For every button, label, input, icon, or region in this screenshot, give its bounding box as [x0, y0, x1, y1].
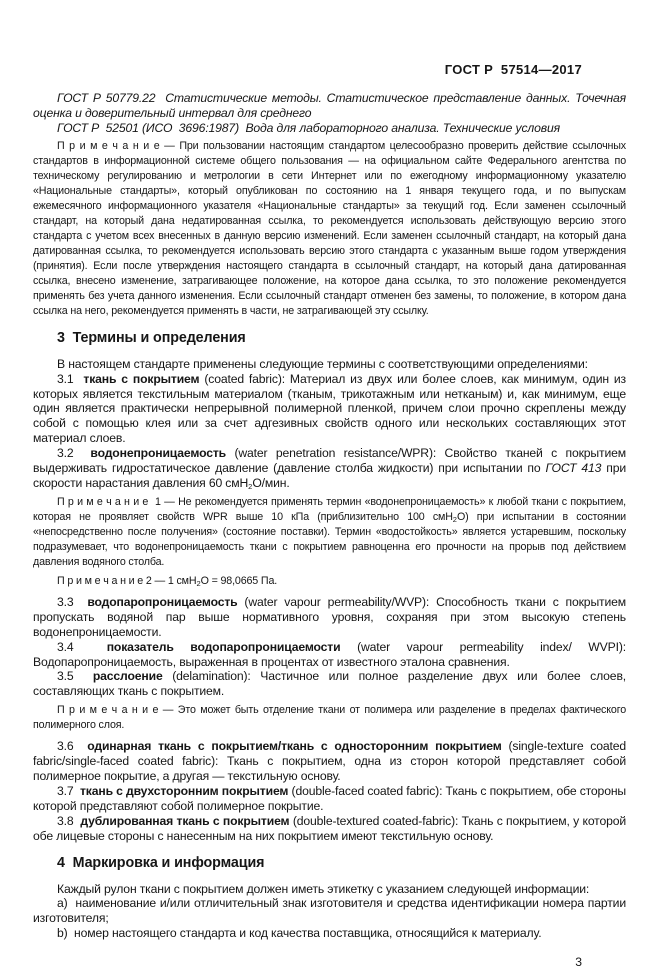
term-definition-3-1: 3.1 ткань с покрытием (coated fabric): Материал из двух или более слоев, как минимум, один из которых является текстильным материалом (тканым, трикотажным или нетканым) и, как минимум, еще один является практически непрерывной полимерной пленкой, причем слои прочно скреплены между собой с помощью клея или за счет адгезивных свойств одного или нескольких составляющих этот материал слоев. [33, 371, 626, 446]
term-definition-3-2: 3.2 водонепроницаемость (water penetration resistance/WPR): Свойство тканей с покрытием выдерживать гидростатическое давление (давление столба жидкости) при испытании по ГОСТ 413 при скорости нарастания давления 60 смН$_2$О/мин. [33, 446, 626, 491]
marking-intro: Каждый рулон ткани с покрытием должен иметь этикетку с указанием следующей информации: [57, 881, 590, 896]
reference-item-1: ГОСТ Р 50779.22 Статистические методы. Статистическое представление данных. Точечная оценка и доверительный интервал для среднего [33, 91, 626, 120]
section-3-heading: 3 Термины и определения [57, 329, 246, 346]
term-definition-3-8: 3.8 дублированная ткань с покрытием (double-textured coated-fabric): Ткань с покрытием, у которой обе лицевые стороны с нанесенным на них покрытием имеют текстильную основу. [33, 813, 627, 843]
references-note: П р и м е ч а н и е — При пользовании настоящим стандартом целесообразно проверить действие ссылочных стандартов в информационной системе общего пользования — на официальном сайте Федерального агентства по техническому регулированию и метрологии в сети Интернет или по ежегодному информационному указателю «Национальные стандарты», который опубликован по состоянию на 1 января текущего года, и по выпускам ежемесячного информационного указателя «Национальные стандарты» за текущий год. Если заменен ссылочный стандарт, на который дана недатированная ссылка, то рекомендуется использовать действующую версию этого стандарта с учетом всех внесенных в данную версию изменений. Если заменен ссылочный стандарт, на который дана датированная ссылка, то рекомендуется использовать версию этого стандарта с указанным выше годом утверждения (принятия). Если после утверждения настоящего стандарта в ссылочный стандарт, на который дана датированная ссылка, внесено изменение, затрагивающее положение, на которое дана ссылка, то это положение рекомендуется применять без учета данного изменения. Если ссылочный стандарт отменен без замены, то положение, в котором дана ссылка на него, рекомендуется применять в части, не затрагивающей эту ссылку. [33, 139, 626, 317]
page-number: 3 [575, 955, 582, 969]
terms-intro: В настоящем стандарте применены следующие термины с соответствующими определениями: [57, 356, 588, 371]
marking-item-a: a) наименование и/или отличительный знак изготовителя и средства идентификации номера партии изготовителя; [33, 896, 626, 926]
term-definition-3-5: 3.5 расслоение (delamination): Частичное или полное разделение двух или более слоев, составляющих ткань с покрытием. [33, 669, 627, 699]
term-note-1: П р и м е ч а н и е 1 — Не рекомендуется применять термин «водонепроницаемость» к любой ткани с покрытием, которая не проявляет свойств WPR выше 10 кПа (приблизительно 100 смН$_2$О) при испытании в состоянии «непосредственно после получения» (состояние поставки). Термин «водостойкость» является устаревшим, поскольку подразумевает, что водонепроницаемость ткани с покрытием равноценна его прочности на прорыв под действием давления водяного столба. [33, 495, 626, 568]
term-definition-3-3: 3.3 водопаропроницаемость (water vapour permeability/WVP): Способность ткани с покрытием пропускать водяной пар выше нормативного уровня, сохраняя при этом высокую степень водонепроницаемости. [33, 594, 626, 639]
page-content [33, 91, 626, 941]
term-definition-3-7: 3.7 ткань с двухсторонним покрытием (double-faced coated fabric): Ткань с покрытием, обе стороны которой представляют собой полимерное покрытие. [33, 783, 627, 813]
running-head-doc-code: ГОСТ Р 57514—2017 [444, 62, 582, 77]
term-definition-3-6: 3.6 одинарная ткань с покрытием/ткань с односторонним покрытием (single-texture coated fabric/single-faced coated fabric): Ткань с покрытием, одна из сторон которой представляет собой полимерное покрытие, а другая — текстильную основу. [33, 739, 626, 784]
term-definition-3-4: 3.4 показатель водопаропроницаемости (water vapour permeability index/ WVPI): Водопаропроницаемость, выраженная в процентах от известного эталона сравнения. [33, 639, 626, 669]
marking-item-b: b) номер настоящего стандарта и код качества поставщика, относящийся к материалу. [57, 926, 542, 941]
term-note-3: П р и м е ч а н и е — Это может быть отделение ткани от полимера или разделение в пределах фактического полимерного слоя. [33, 704, 626, 732]
term-note-2: П р и м е ч а н и е 2 — 1 смН$_2$О = 98,0665 Па. [57, 574, 278, 588]
section-4-heading: 4 Маркировка и информация [57, 854, 265, 871]
reference-item-2: ГОСТ Р 52501 (ИСО 3696:1987) Вода для лабораторного анализа. Технические условия [57, 120, 560, 135]
